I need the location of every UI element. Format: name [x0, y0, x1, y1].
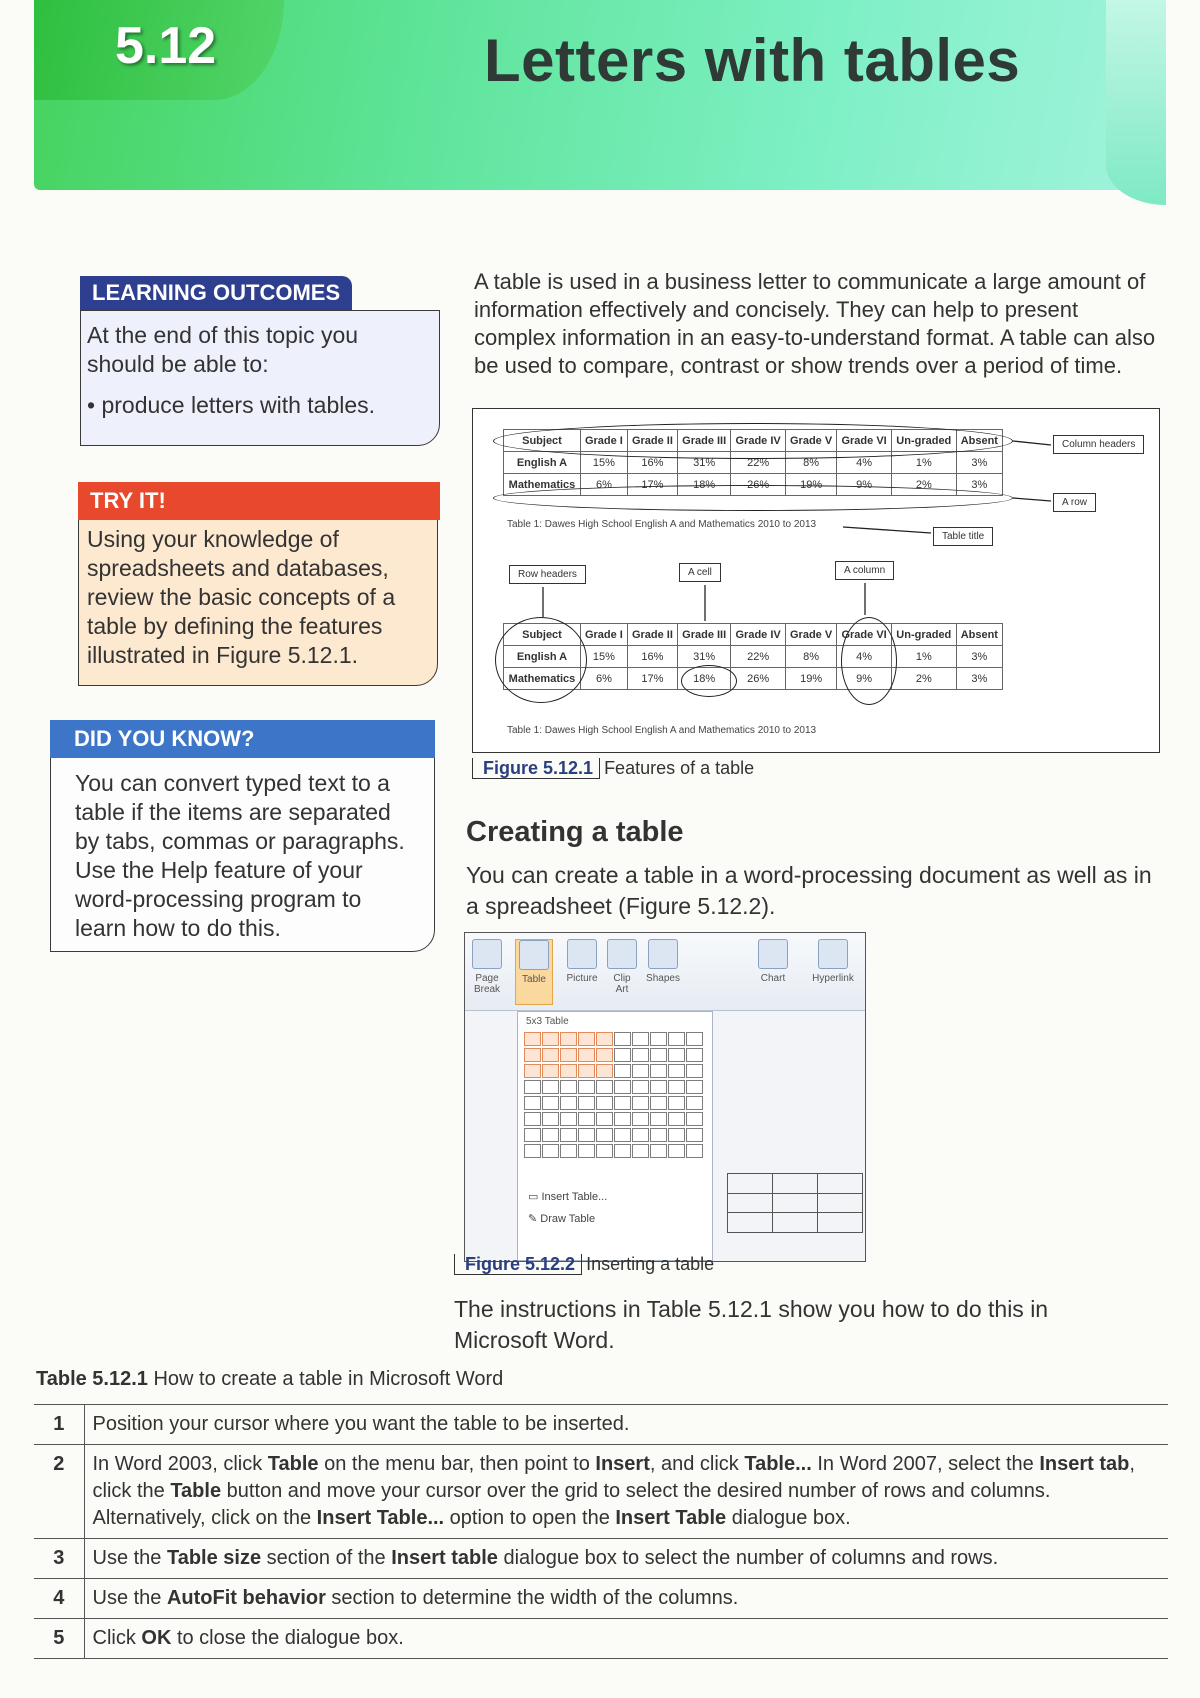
table-cell: 26% — [731, 668, 786, 690]
figure-5-12-2-label: Figure 5.12.2 — [454, 1254, 582, 1275]
section-number: 5.12 — [115, 17, 217, 75]
instructions-paragraph: The instructions in Table 5.12.1 show you how to do this in Microsoft Word. — [454, 1296, 1049, 1353]
grid-cell[interactable] — [668, 1064, 685, 1078]
grid-cell[interactable] — [596, 1128, 613, 1142]
table-cell: 26% — [731, 474, 786, 496]
grid-cell[interactable] — [578, 1080, 595, 1094]
steps-table — [34, 1404, 1168, 1659]
table-cell: 1% — [891, 452, 956, 474]
table-cell: Grade VI — [837, 624, 892, 646]
table-cell: Grade VI — [837, 430, 892, 452]
grid-cell[interactable] — [596, 1096, 613, 1110]
table-cell: Subject — [504, 430, 581, 452]
grid-cell[interactable] — [686, 1096, 703, 1110]
table-cell: 4% — [837, 646, 892, 668]
figure-5-12-2-caption-text: Inserting a table — [586, 1254, 715, 1274]
cell-ellipse — [681, 665, 737, 697]
grid-cell[interactable] — [632, 1032, 649, 1046]
grid-cell[interactable] — [668, 1144, 685, 1158]
table-cell: 31% — [678, 452, 731, 474]
grid-cell[interactable] — [686, 1128, 703, 1142]
draw-table-menu-item[interactable]: ✎ Draw Table — [528, 1213, 596, 1225]
grid-cell[interactable] — [686, 1064, 703, 1078]
table-cell: 18% — [678, 668, 731, 690]
table-size-grid[interactable] — [524, 1032, 708, 1166]
table-cell: 4% — [837, 452, 892, 474]
table-cell: 17% — [627, 474, 677, 496]
grid-cell[interactable] — [614, 1080, 631, 1094]
grid-cell[interactable] — [578, 1128, 595, 1142]
grid-cell[interactable] — [560, 1128, 577, 1142]
figure-5-12-1-label: Figure 5.12.1 — [472, 758, 600, 779]
fig1-lower-table-caption: Table 1: Dawes High School English A and Mathematics 2010 to 2013 — [507, 725, 817, 736]
grid-cell[interactable] — [650, 1064, 667, 1078]
chart-icon — [758, 939, 788, 969]
table-cell: English A — [504, 646, 581, 668]
grid-cell[interactable] — [650, 1080, 667, 1094]
grid-cell[interactable] — [596, 1048, 613, 1062]
grid-cell[interactable] — [560, 1096, 577, 1110]
step-text: Position your cursor where you want the table to be inserted. — [84, 1405, 1168, 1445]
learning-outcomes-intro: At the end of this topic you should be able to: — [87, 322, 359, 377]
grid-cell[interactable] — [632, 1064, 649, 1078]
grid-cell[interactable] — [524, 1128, 541, 1142]
figure-5-12-2 — [464, 932, 866, 1262]
table-row — [34, 1445, 1168, 1539]
learning-outcomes-tag: LEARNING OUTCOMES — [80, 276, 352, 310]
grid-cell[interactable] — [578, 1064, 595, 1078]
grid-cell[interactable] — [650, 1112, 667, 1126]
grid-cell[interactable] — [650, 1128, 667, 1142]
table-cell: Grade IV — [731, 430, 786, 452]
table-cell: 19% — [785, 668, 836, 690]
grid-cell[interactable] — [650, 1144, 667, 1158]
table-button[interactable]: Table — [515, 939, 553, 1005]
grid-cell[interactable] — [542, 1032, 559, 1046]
try-it-tag: TRY IT! — [78, 482, 440, 520]
page-break-button[interactable]: Page Break — [469, 939, 505, 995]
table-cell: 3% — [956, 668, 1002, 690]
table-row — [34, 1619, 1168, 1659]
table-cell: Un-graded — [891, 430, 956, 452]
a-cell-callout: A cell — [679, 563, 721, 582]
row-headers-callout: Row headers — [509, 565, 586, 584]
did-you-know-body: You can convert typed text to a table if the items are separated by tabs, commas or paragraphs. Use the Help feature of your word-processing program to learn how to do this. — [75, 770, 405, 941]
grid-cell[interactable] — [614, 1144, 631, 1158]
insert-table-menu-item[interactable]: ▭ Insert Table... — [528, 1191, 608, 1203]
table-cell: 16% — [627, 646, 677, 668]
step-number: 3 — [34, 1539, 84, 1579]
document-table — [727, 1173, 863, 1233]
row-headers-ellipse — [495, 617, 587, 703]
grid-cell[interactable] — [560, 1032, 577, 1046]
grid-cell[interactable] — [542, 1080, 559, 1094]
table-cell: Mathematics — [504, 668, 581, 690]
table-cell: 6% — [580, 668, 627, 690]
table-cell: English A — [504, 452, 581, 474]
figure-5-12-1-caption-text: Features of a table — [604, 758, 755, 778]
fig1-upper-table-caption: Table 1: Dawes High School English A and Mathematics 2010 to 2013 — [507, 519, 817, 530]
grid-cell[interactable] — [524, 1144, 541, 1158]
a-row-callout: A row — [1053, 493, 1096, 512]
grid-cell[interactable] — [542, 1096, 559, 1110]
grid-cell[interactable] — [542, 1064, 559, 1078]
step-text: Use the AutoFit behavior section to determine the width of the columns. — [84, 1579, 1168, 1619]
grid-cell[interactable] — [596, 1144, 613, 1158]
step-number: 5 — [34, 1619, 84, 1659]
table-cell: Grade V — [785, 624, 836, 646]
callout-arrows — [473, 409, 1161, 754]
table-icon — [519, 940, 549, 970]
dropdown-title: 5x3 Table — [526, 1016, 569, 1027]
table-5-12-1-title — [36, 1368, 503, 1391]
picture-icon — [567, 939, 597, 969]
grid-cell[interactable] — [632, 1144, 649, 1158]
grid-cell[interactable] — [524, 1096, 541, 1110]
grid-cell[interactable] — [596, 1112, 613, 1126]
grid-cell[interactable] — [524, 1048, 541, 1062]
table-row — [34, 1579, 1168, 1619]
grid-cell[interactable] — [524, 1112, 541, 1126]
grid-cell[interactable] — [524, 1032, 541, 1046]
table-cell: 19% — [785, 474, 836, 496]
grid-cell[interactable] — [560, 1080, 577, 1094]
grid-cell[interactable] — [560, 1064, 577, 1078]
grid-cell[interactable] — [632, 1096, 649, 1110]
step-text: Use the Table size section of the Insert table dialogue box to select the number of columns and rows. — [84, 1539, 1168, 1579]
table-cell: 9% — [837, 668, 892, 690]
grid-cell[interactable] — [578, 1144, 595, 1158]
grid-cell[interactable] — [614, 1096, 631, 1110]
table-cell: 15% — [580, 452, 627, 474]
table-row — [34, 1405, 1168, 1445]
step-text: Click OK to close the dialogue box. — [84, 1619, 1168, 1659]
table-title-callout: Table title — [933, 527, 993, 546]
table-cell: 15% — [580, 646, 627, 668]
table-cell: Grade I — [580, 624, 627, 646]
insert-table-dropdown — [517, 1011, 713, 1261]
figure-5-12-1 — [472, 408, 1160, 753]
grid-cell[interactable] — [632, 1112, 649, 1126]
figure-5-12-1-caption — [472, 758, 754, 779]
shapes-icon — [648, 939, 678, 969]
grid-cell[interactable] — [650, 1096, 667, 1110]
table-cell: 3% — [956, 452, 1002, 474]
grid-cell[interactable] — [614, 1128, 631, 1142]
table-cell: 3% — [956, 474, 1002, 496]
grid-cell[interactable] — [614, 1032, 631, 1046]
table-cell: Subject — [504, 624, 581, 646]
grid-cell[interactable] — [578, 1112, 595, 1126]
banner-curl — [1106, 0, 1166, 205]
grid-cell[interactable] — [632, 1048, 649, 1062]
grid-cell[interactable] — [614, 1048, 631, 1062]
section-heading: Creating a table — [466, 816, 684, 848]
grid-cell[interactable] — [650, 1032, 667, 1046]
learning-outcomes-bullet: • produce letters with tables. — [87, 392, 376, 418]
page-title: Letters with tables — [484, 27, 1021, 94]
grid-cell[interactable] — [668, 1080, 685, 1094]
clip-art-button[interactable]: Clip Art — [607, 939, 637, 995]
grid-cell[interactable] — [560, 1144, 577, 1158]
table-cell: Grade III — [678, 624, 731, 646]
grid-cell[interactable] — [524, 1080, 541, 1094]
learning-outcomes-box — [80, 310, 440, 446]
step-number: 1 — [34, 1405, 84, 1445]
word-ribbon — [465, 933, 865, 1011]
figure-5-12-2-caption — [454, 1254, 714, 1275]
table-cell: 6% — [580, 474, 627, 496]
step-number: 4 — [34, 1579, 84, 1619]
grid-cell[interactable] — [524, 1064, 541, 1078]
grid-cell[interactable] — [596, 1032, 613, 1046]
grid-cell[interactable] — [542, 1144, 559, 1158]
table-cell: 9% — [837, 474, 892, 496]
grid-cell[interactable] — [686, 1080, 703, 1094]
table-cell: Grade IV — [731, 624, 786, 646]
grid-cell[interactable] — [632, 1128, 649, 1142]
grid-cell[interactable] — [578, 1032, 595, 1046]
grid-cell[interactable] — [578, 1096, 595, 1110]
table-cell: 2% — [891, 474, 956, 496]
creating-paragraph: You can create a table in a word-processing document as well as in a spreadsheet (Figure 5.12.2). — [466, 862, 1152, 919]
grid-cell[interactable] — [542, 1048, 559, 1062]
table-cell: Grade III — [678, 430, 731, 452]
grid-cell[interactable] — [686, 1112, 703, 1126]
table-cell: Absent — [956, 624, 1002, 646]
hyperlink-button[interactable]: Hyperlink — [805, 939, 861, 984]
intro-paragraph: A table is used in a business letter to communicate a large amount of information effectively and concisely. They can help to present complex information in an easy-to-understand format. A table can also be used to compare, contrast or show trends over a period of time. — [474, 269, 1156, 378]
grid-cell[interactable] — [686, 1048, 703, 1062]
table-cell: Grade II — [627, 624, 677, 646]
grid-cell[interactable] — [650, 1048, 667, 1062]
chart-button[interactable]: Chart — [755, 939, 791, 984]
column-ellipse — [841, 617, 897, 705]
table-cell: 18% — [678, 474, 731, 496]
table-5-12-1-text: How to create a table in Microsoft Word — [153, 1368, 504, 1390]
try-it-box — [78, 500, 438, 686]
grid-cell[interactable] — [596, 1080, 613, 1094]
grid-cell[interactable] — [596, 1064, 613, 1078]
table-cell: 2% — [891, 668, 956, 690]
clip-art-icon — [607, 939, 637, 969]
picture-button[interactable]: Picture — [561, 939, 603, 984]
a-column-callout: A column — [835, 561, 894, 580]
grid-cell[interactable] — [560, 1048, 577, 1062]
grid-cell[interactable] — [668, 1128, 685, 1142]
grid-cell[interactable] — [542, 1128, 559, 1142]
table-cell: 3% — [956, 646, 1002, 668]
table-cell: 17% — [627, 668, 677, 690]
grid-cell[interactable] — [668, 1032, 685, 1046]
column-headers-callout: Column headers — [1053, 435, 1144, 454]
grid-cell[interactable] — [632, 1080, 649, 1094]
step-text: In Word 2003, click Table on the menu bar, then point to Insert, and click Table... In Word 2007, select the Insert tab, click the Table button and move your cursor over the grid to select the desired number of rows and columns. Alternatively, click on the Insert Table... option to open the Insert Table dialogue box. — [84, 1445, 1168, 1539]
table-cell: 8% — [785, 452, 836, 474]
grid-cell[interactable] — [614, 1064, 631, 1078]
table-cell: Grade V — [785, 430, 836, 452]
table-cell: 31% — [678, 646, 731, 668]
table-5-12-1-label: Table 5.12.1 — [36, 1368, 148, 1390]
table-row — [34, 1539, 1168, 1579]
hyperlink-icon — [818, 939, 848, 969]
table-cell: Grade II — [627, 430, 677, 452]
did-you-know-box — [50, 752, 435, 952]
table-cell: 22% — [731, 452, 786, 474]
step-number: 2 — [34, 1445, 84, 1539]
table-cell: Absent — [956, 430, 1002, 452]
grid-cell[interactable] — [614, 1112, 631, 1126]
grid-cell[interactable] — [668, 1048, 685, 1062]
grid-cell[interactable] — [668, 1112, 685, 1126]
grid-cell[interactable] — [686, 1144, 703, 1158]
grid-cell[interactable] — [686, 1032, 703, 1046]
grid-cell[interactable] — [668, 1096, 685, 1110]
table-cell: Un-graded — [891, 624, 956, 646]
try-it-body: Using your knowledge of spreadsheets and databases, review the basic concepts of a table by defining the features illustrated in Figure 5.12.1. — [87, 526, 396, 668]
shapes-button[interactable]: Shapes — [641, 939, 685, 984]
table-cell: 8% — [785, 646, 836, 668]
did-you-know-tag: DID YOU KNOW? — [50, 720, 435, 758]
table-cell: Mathematics — [504, 474, 581, 496]
table-cell: Grade I — [580, 430, 627, 452]
grid-cell[interactable] — [560, 1112, 577, 1126]
page-break-icon — [472, 939, 502, 969]
grid-cell[interactable] — [542, 1112, 559, 1126]
table-cell: 16% — [627, 452, 677, 474]
table-cell: 1% — [891, 646, 956, 668]
grid-cell[interactable] — [578, 1048, 595, 1062]
table-cell: 22% — [731, 646, 786, 668]
